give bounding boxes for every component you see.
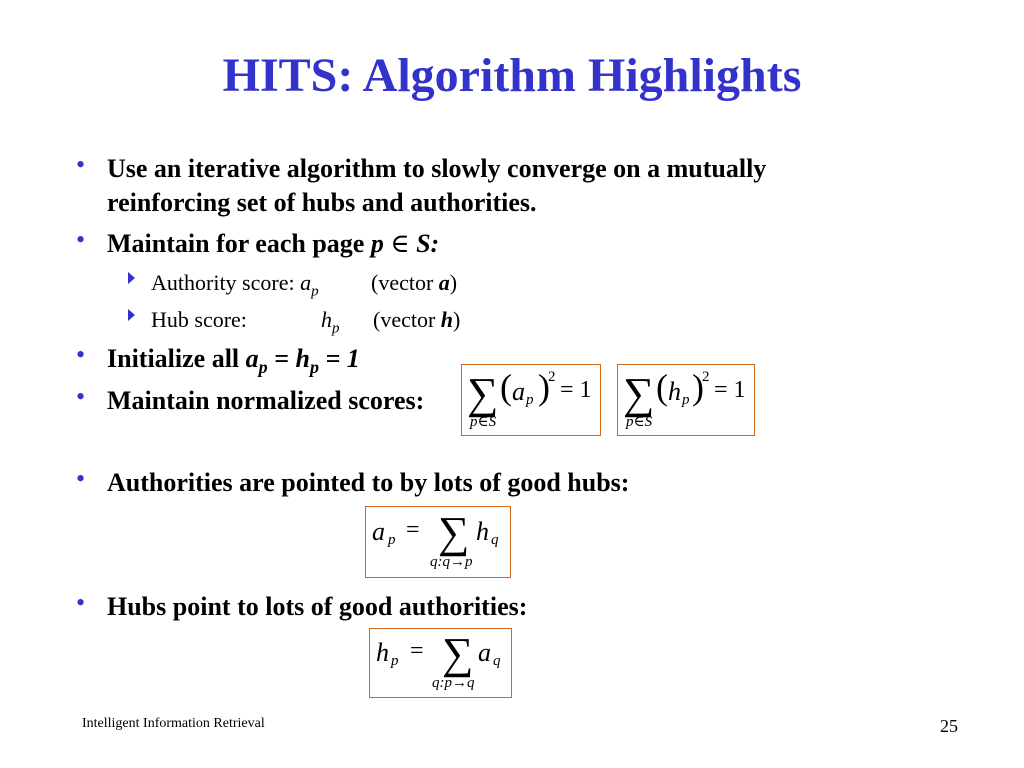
formula-eq: = (406, 517, 420, 543)
paren-close: ) (692, 367, 704, 407)
init-a-sub: p (258, 357, 268, 378)
page-number: 25 (940, 716, 958, 736)
formula-sup: 2 (702, 369, 710, 385)
formula-eq: = (410, 638, 424, 664)
hub-vector (373, 306, 460, 334)
sigma-symbol: ∑ (467, 369, 499, 418)
bullet-marker: • (76, 464, 86, 493)
formula-rhs: = 1 (560, 377, 592, 403)
bullet-marker: • (76, 225, 86, 254)
formula-lhs-sub: p (391, 653, 399, 669)
formula-under: q:q→p (430, 554, 473, 570)
sigma-symbol: ∑ (438, 508, 470, 557)
authority-score-label: Authority score: (151, 270, 295, 295)
sub-bullet-marker (128, 309, 135, 321)
element-of-symbol: ∈ (390, 229, 410, 258)
authority-vector (371, 269, 457, 297)
set-S: S: (416, 229, 440, 258)
bullet-iterative-line2: reinforcing set of hubs and authorities. (107, 188, 537, 217)
formula-authority-update (365, 506, 511, 578)
authority-vector-close: ) (449, 270, 458, 295)
formula-var: a (512, 377, 525, 406)
hub-vector-open: (vector (373, 307, 436, 332)
hub-sub: p (332, 320, 340, 337)
bullet-initialize-text: Initialize all (107, 344, 240, 373)
footer-course-title: Intelligent Information Retrieval (82, 716, 265, 731)
bullet-marker: • (76, 340, 86, 369)
formula-sub: p (682, 392, 690, 408)
bullet-marker: • (76, 588, 86, 617)
sigma-symbol: ∑ (623, 369, 655, 418)
paren-open: ( (656, 367, 668, 407)
init-eq: = (274, 344, 289, 373)
paren-close: ) (538, 367, 550, 407)
bullet-marker: • (76, 150, 86, 179)
authority-var: a (300, 270, 312, 295)
bullet-hubs: Hubs point to lots of good authorities: (107, 592, 528, 621)
init-one: = 1 (325, 344, 360, 373)
bullet-maintain (107, 227, 439, 261)
formula-var: h (668, 377, 681, 406)
formula-under: p∈S (470, 414, 497, 430)
formula-var: a (478, 638, 491, 667)
formula-lhs: a (372, 517, 385, 546)
authority-score-item (151, 269, 319, 305)
init-a: a (245, 344, 259, 373)
init-h: h (295, 344, 310, 373)
formula-rhs: = 1 (714, 377, 746, 403)
bullet-authorities: Authorities are pointed to by lots of good hubs: (107, 468, 630, 497)
formula-var: h (476, 517, 489, 546)
formula-normalize-a (461, 364, 601, 436)
sigma-symbol: ∑ (442, 629, 474, 678)
authority-sub: p (311, 283, 319, 300)
authority-vector-var: a (438, 270, 450, 295)
formula-sub: p (526, 392, 534, 408)
bullet-iterative-line1: Use an iterative algorithm to slowly converge on a mutually (107, 154, 767, 183)
bullet-initialize (107, 342, 360, 384)
hub-var: h (321, 307, 332, 332)
hub-var-group (321, 306, 340, 342)
formula-sub: q (491, 532, 499, 548)
formula-hub-update (369, 628, 512, 698)
slide-title: HITS: Algorithm Highlights (222, 49, 802, 102)
var-p: p (370, 229, 384, 258)
formula-under: q:p→q (432, 675, 475, 691)
formula-sub: q (493, 653, 501, 669)
bullet-marker: • (76, 382, 86, 411)
formula-lhs-sub: p (388, 532, 396, 548)
init-h-sub: p (309, 357, 319, 378)
formula-lhs: h (376, 638, 389, 667)
paren-open: ( (500, 367, 512, 407)
bullet-normalized: Maintain normalized scores: (107, 386, 425, 415)
authority-vector-open: (vector (371, 270, 434, 295)
hub-score-label: Hub score: (151, 307, 247, 332)
hub-vector-close: ) (453, 307, 461, 332)
sub-bullet-marker (128, 272, 135, 284)
hub-vector-var: h (440, 307, 454, 332)
formula-under: p∈S (626, 414, 653, 430)
formula-sup: 2 (548, 369, 556, 385)
bullet-maintain-text: Maintain for each page (107, 229, 365, 258)
formula-normalize-h (617, 364, 755, 436)
